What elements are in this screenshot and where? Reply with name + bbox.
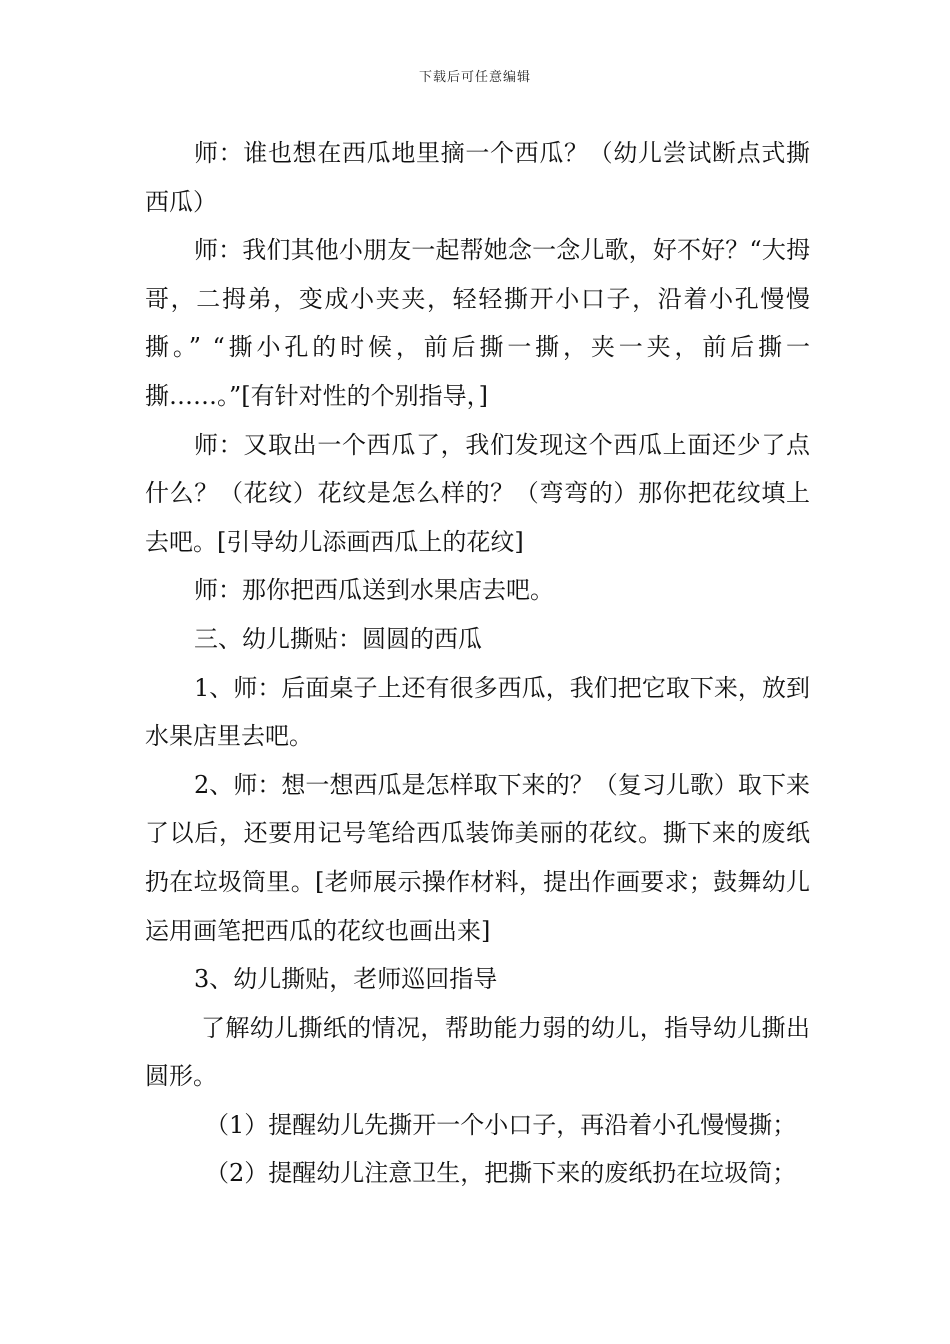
- paragraph: 师：又取出一个西瓜了，我们发现这个西瓜上面还少了点什么？（花纹）花纹是怎么样的？（弯弯的）那你把花纹填上去吧。[引导幼儿添画西瓜上的花纹]: [145, 430, 810, 556]
- list-item: （1）提醒幼儿先撕开一个小口子，再沿着小孔慢慢撕；: [205, 1110, 797, 1139]
- paragraph: 了解幼儿撕纸的情况，帮助能力弱的幼儿，指导幼儿撕出圆形。: [145, 1013, 810, 1091]
- page-header: 下载后可任意编辑: [418, 70, 531, 85]
- paragraph: 师：那你把西瓜送到水果店去吧。: [194, 576, 554, 605]
- paragraph: 2、师：想一想西瓜是怎样取下来的？（复习儿歌）取下来了以后，还要用记号笔给西瓜装饰美丽的花纹。撕下来的废纸扔在垃圾筒里。[老师展示操作材料，提出作画要求；鼓舞幼儿运用画笔把西瓜的花纹也画出来]: [145, 770, 810, 945]
- paragraph: 1、师：后面桌子上还有很多西瓜，我们把它取下来，放到水果店里去吧。: [145, 673, 810, 751]
- paragraph: 师：我们其他小朋友一起帮她念一念儿歌，好不好？“大拇哥，二拇弟，变成小夹夹，轻轻撕开小口子，沿着小孔慢慢撕。” “撕小孔的时候，前后撕一撕，夹一夹，前后撕一撕……。”[有针对性的个别指导，]: [145, 236, 810, 410]
- paragraph: 师：谁也想在西瓜地里摘一个西瓜？（幼儿尝试断点式撕西瓜）: [145, 139, 810, 216]
- document-body: [145, 129, 810, 1198]
- list-item: （2）提醒幼儿注意卫生，把撕下来的废纸扔在垃圾筒；: [205, 1159, 797, 1188]
- paragraph: 3、幼儿撕贴，老师巡回指导: [194, 965, 498, 994]
- section-heading: 三、幼儿撕贴：圆圆的西瓜: [194, 624, 482, 653]
